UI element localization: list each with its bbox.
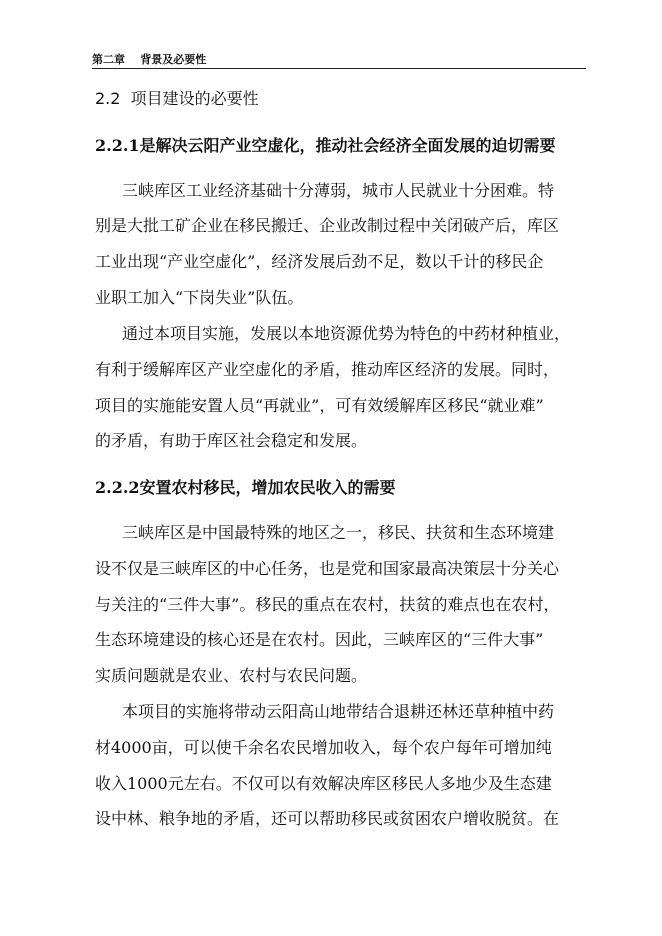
paragraph-line: 的矛盾，有助于库区社会稳定和发展。: [95, 431, 368, 450]
paragraph-line: 三峡库区工业经济基础十分薄弱，城市人民就业十分困难。特: [122, 181, 555, 200]
section-number: 2.2: [95, 89, 121, 108]
section-title: [95, 88, 259, 110]
subsection-heading-2: 2.2.2安置农村移民，增加农民收入的需要: [95, 478, 396, 497]
paragraph-line: 工业出现“产业空虚化”，经济发展后劲不足，数以千计的移民企: [95, 252, 544, 271]
subsection-heading-1: 2.2.1是解决云阳产业空虚化，推动社会经济全面发展的迫切需要: [95, 136, 556, 155]
section-title-text: 项目建设的必要性: [130, 89, 259, 108]
paragraph-line: 收入1000元左右。不仅可以有效解决库区移民人多地少及生态建: [95, 774, 552, 793]
paragraph-line: 与关注的“三件大事”。移民的重点在农村，扶贫的难点也在农村，: [95, 595, 560, 614]
header-title: 背景及必要性: [140, 53, 207, 66]
page-header: [92, 48, 586, 69]
paragraph-line: 项目的实施能安置人员“再就业”，可有效缓解库区移民“就业难”: [95, 396, 544, 415]
paragraph-line: 生态环境建设的核心还是在农村。因此，三峡库区的“三件大事”: [95, 630, 544, 649]
paragraph-line: 设中林、粮争地的矛盾，还可以帮助移民或贫困农户增收脱贫。在: [95, 809, 560, 828]
paragraph-line: 实质问题就是农业、农村与农民问题。: [95, 666, 368, 685]
paragraph-line: 有利于缓解库区产业空虚化的矛盾，推动库区经济的发展。同时，: [95, 360, 560, 379]
paragraph-line: 材4000亩，可以使千余名农民增加收入，每个农户每年可增加纯: [95, 738, 552, 757]
header-chapter: 第二章: [92, 53, 125, 66]
paragraph-line: 设不仅是三峡库区的中心任务，也是党和国家最高决策层十分关心: [95, 559, 560, 578]
paragraph-line: 本项目的实施将带动云阳高山地带结合退耕还林还草种植中药: [122, 702, 555, 721]
paragraph-line: 别是大批工矿企业在移民搬迁、企业改制过程中关闭破产后，库区: [95, 216, 560, 235]
paragraph-line: 业职工加入“下岗失业”队伍。: [95, 288, 304, 307]
paragraph-line: 三峡库区是中国最特殊的地区之一，移民、扶贫和生态环境建: [122, 523, 555, 542]
paragraph-line: 通过本项目实施，发展以本地资源优势为特色的中药材种植业，: [122, 324, 571, 343]
